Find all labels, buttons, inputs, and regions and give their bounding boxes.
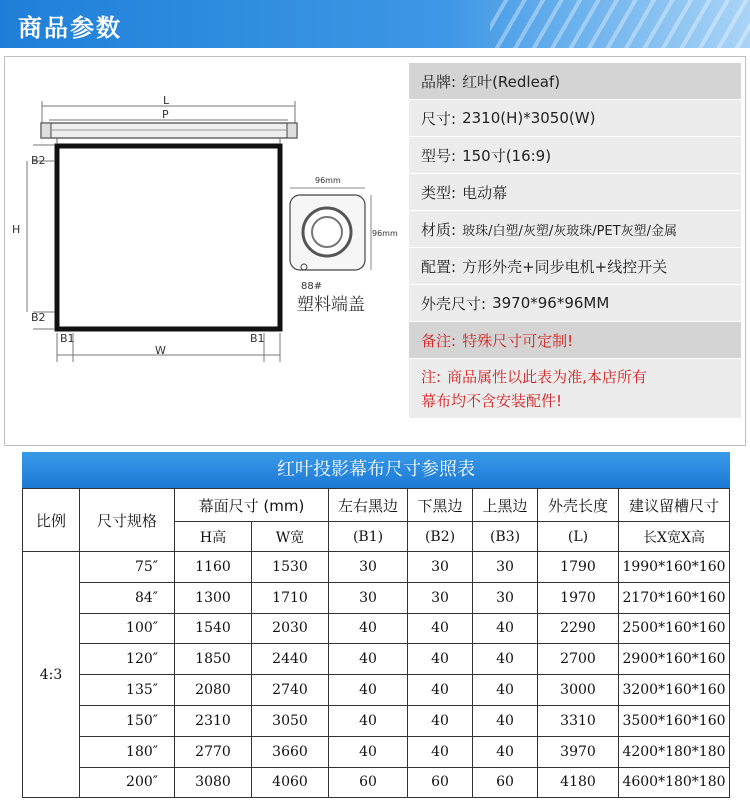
subheader-slot-dims: 长X宽X高 [619,522,730,552]
spec-list [409,63,741,419]
header-screen: 幕面尺寸 (mm) [175,489,329,522]
spec-label: 注: [421,367,442,386]
header-banner [0,0,750,48]
cell-slot: 4200*180*180 [619,736,730,767]
cell-w: 3660 [252,736,329,767]
cell-size: 100″ [80,613,175,644]
spec-value: 电动幕 [462,183,508,202]
cell-b2: 30 [408,582,473,613]
spec-type [409,174,741,211]
cell-w: 2740 [252,675,329,706]
label-L: L [163,94,170,107]
ratio-cell: 4:3 [23,552,80,798]
spec-model [409,137,741,174]
cell-b2: 60 [408,767,473,798]
cell-b3: 60 [473,767,538,798]
spec-value-line2: 幕布均不含安装配件! [421,391,563,410]
label-B2-top: B2 [31,154,46,167]
cell-size: 135″ [80,675,175,706]
cell-h: 1160 [175,552,252,583]
cell-b1: 30 [329,582,408,613]
header-slot: 建议留槽尺寸 [619,489,730,522]
cell-l: 3000 [538,675,619,706]
dimension-diagram [5,57,405,445]
cell-size: 150″ [80,705,175,736]
table-row [23,644,730,675]
cell-size: 120″ [80,644,175,675]
subheader-b1: (B1) [329,522,408,552]
cell-h: 1850 [175,644,252,675]
cell-slot: 4600*180*180 [619,767,730,798]
table-row [23,613,730,644]
cell-b1: 40 [329,675,408,706]
cell-b2: 30 [408,552,473,583]
spec-label: 尺寸: [421,109,457,128]
header-size: 尺寸规格 [80,489,175,552]
cell-h: 2770 [175,736,252,767]
banner-decoration [490,0,750,48]
spec-value: 特殊尺寸可定制! [462,331,574,350]
cell-b3: 30 [473,552,538,583]
cell-l: 2290 [538,613,619,644]
spec-case-size [409,285,741,322]
header-ratio: 比例 [23,489,80,552]
spec-value: 商品属性以此表为准,本店所有 [447,367,647,386]
spec-material [409,211,741,248]
spec-panel [4,56,746,446]
cell-w: 3050 [252,705,329,736]
cell-w: 1530 [252,552,329,583]
spec-value: 方形外壳+同步电机+线控开关 [462,257,668,276]
cell-slot: 2900*160*160 [619,644,730,675]
label-B1-left: B1 [60,332,75,345]
spec-value: 3970*96*96MM [492,294,610,312]
subheader-l: (L) [538,522,619,552]
endcap-label: 塑料端盖 [297,295,365,315]
cell-b2: 40 [408,644,473,675]
spec-value: 玻珠/白塑/灰塑/灰玻珠/PET灰塑/金属 [462,223,677,239]
subheader-b3: (B3) [473,522,538,552]
cell-b1: 40 [329,644,408,675]
subheader-w: W宽 [252,522,329,552]
spec-label: 备注: [421,331,457,350]
cell-slot: 1990*160*160 [619,552,730,583]
endcap-code: 88# [301,281,323,292]
cell-slot: 2170*160*160 [619,582,730,613]
cell-slot: 2500*160*160 [619,613,730,644]
cell-size: 180″ [80,736,175,767]
cell-b1: 40 [329,736,408,767]
cell-b1: 30 [329,552,408,583]
cell-b2: 40 [408,675,473,706]
table-row [23,675,730,706]
cell-size: 200″ [80,767,175,798]
header-bottom-border: 下黑边 [408,489,473,522]
table-row [23,705,730,736]
endcap-width: 96mm [315,176,341,185]
cell-size: 84″ [80,582,175,613]
endcap-height: 96mm [372,229,398,238]
spec-label: 品牌: [421,72,457,91]
cell-slot: 3500*160*160 [619,705,730,736]
spec-note [409,359,741,419]
cell-h: 2310 [175,705,252,736]
spec-label: 配置: [421,257,457,276]
spec-value: 2310(H)*3050(W) [462,109,596,127]
table-title: 红叶投影幕布尺寸参照表 [22,452,730,488]
subheader-h: H高 [175,522,252,552]
spec-value: 红叶(Redleaf) [462,72,561,91]
cell-b3: 30 [473,582,538,613]
cell-l: 2700 [538,644,619,675]
table-row [23,552,730,583]
spec-label: 类型: [421,183,457,202]
spec-size [409,100,741,137]
cell-h: 3080 [175,767,252,798]
cell-h: 1540 [175,613,252,644]
cell-w: 2440 [252,644,329,675]
cell-b2: 40 [408,705,473,736]
header-case-length: 外壳长度 [538,489,619,522]
spec-remark [409,322,741,359]
cell-b3: 40 [473,736,538,767]
cell-b3: 40 [473,613,538,644]
spec-value: 150寸(16:9) [462,146,552,165]
cell-l: 3970 [538,736,619,767]
cell-w: 1710 [252,582,329,613]
spec-brand [409,63,741,100]
reference-table [22,488,730,798]
cell-h: 2080 [175,675,252,706]
table-row [23,767,730,798]
cell-b3: 40 [473,675,538,706]
table-row [23,736,730,767]
size-reference-table [22,452,730,798]
cell-b3: 40 [473,644,538,675]
spec-label: 材质: [421,220,457,239]
label-B1-right: B1 [250,332,265,345]
table-row [23,582,730,613]
cell-w: 4060 [252,767,329,798]
label-H: H [12,223,21,236]
cell-h: 1300 [175,582,252,613]
header-top-border: 上黑边 [473,489,538,522]
header-side-border: 左右黑边 [329,489,408,522]
spec-label: 型号: [421,146,457,165]
table-header-row [23,489,730,522]
cell-l: 3310 [538,705,619,736]
label-W: W [155,344,166,357]
label-P: P [162,108,169,121]
cell-l: 4180 [538,767,619,798]
cell-b1: 40 [329,613,408,644]
spec-config [409,248,741,285]
cell-l: 1790 [538,552,619,583]
cell-b1: 40 [329,705,408,736]
cell-size: 75″ [80,552,175,583]
label-B2-bottom: B2 [31,311,46,324]
cell-l: 1970 [538,582,619,613]
cell-b2: 40 [408,736,473,767]
cell-b3: 40 [473,705,538,736]
cell-b1: 60 [329,767,408,798]
spec-label: 外壳尺寸: [421,294,487,313]
cell-b2: 40 [408,613,473,644]
subheader-b2: (B2) [408,522,473,552]
cell-slot: 3200*160*160 [619,675,730,706]
page-title: 商品参数 [18,14,122,42]
cell-w: 2030 [252,613,329,644]
